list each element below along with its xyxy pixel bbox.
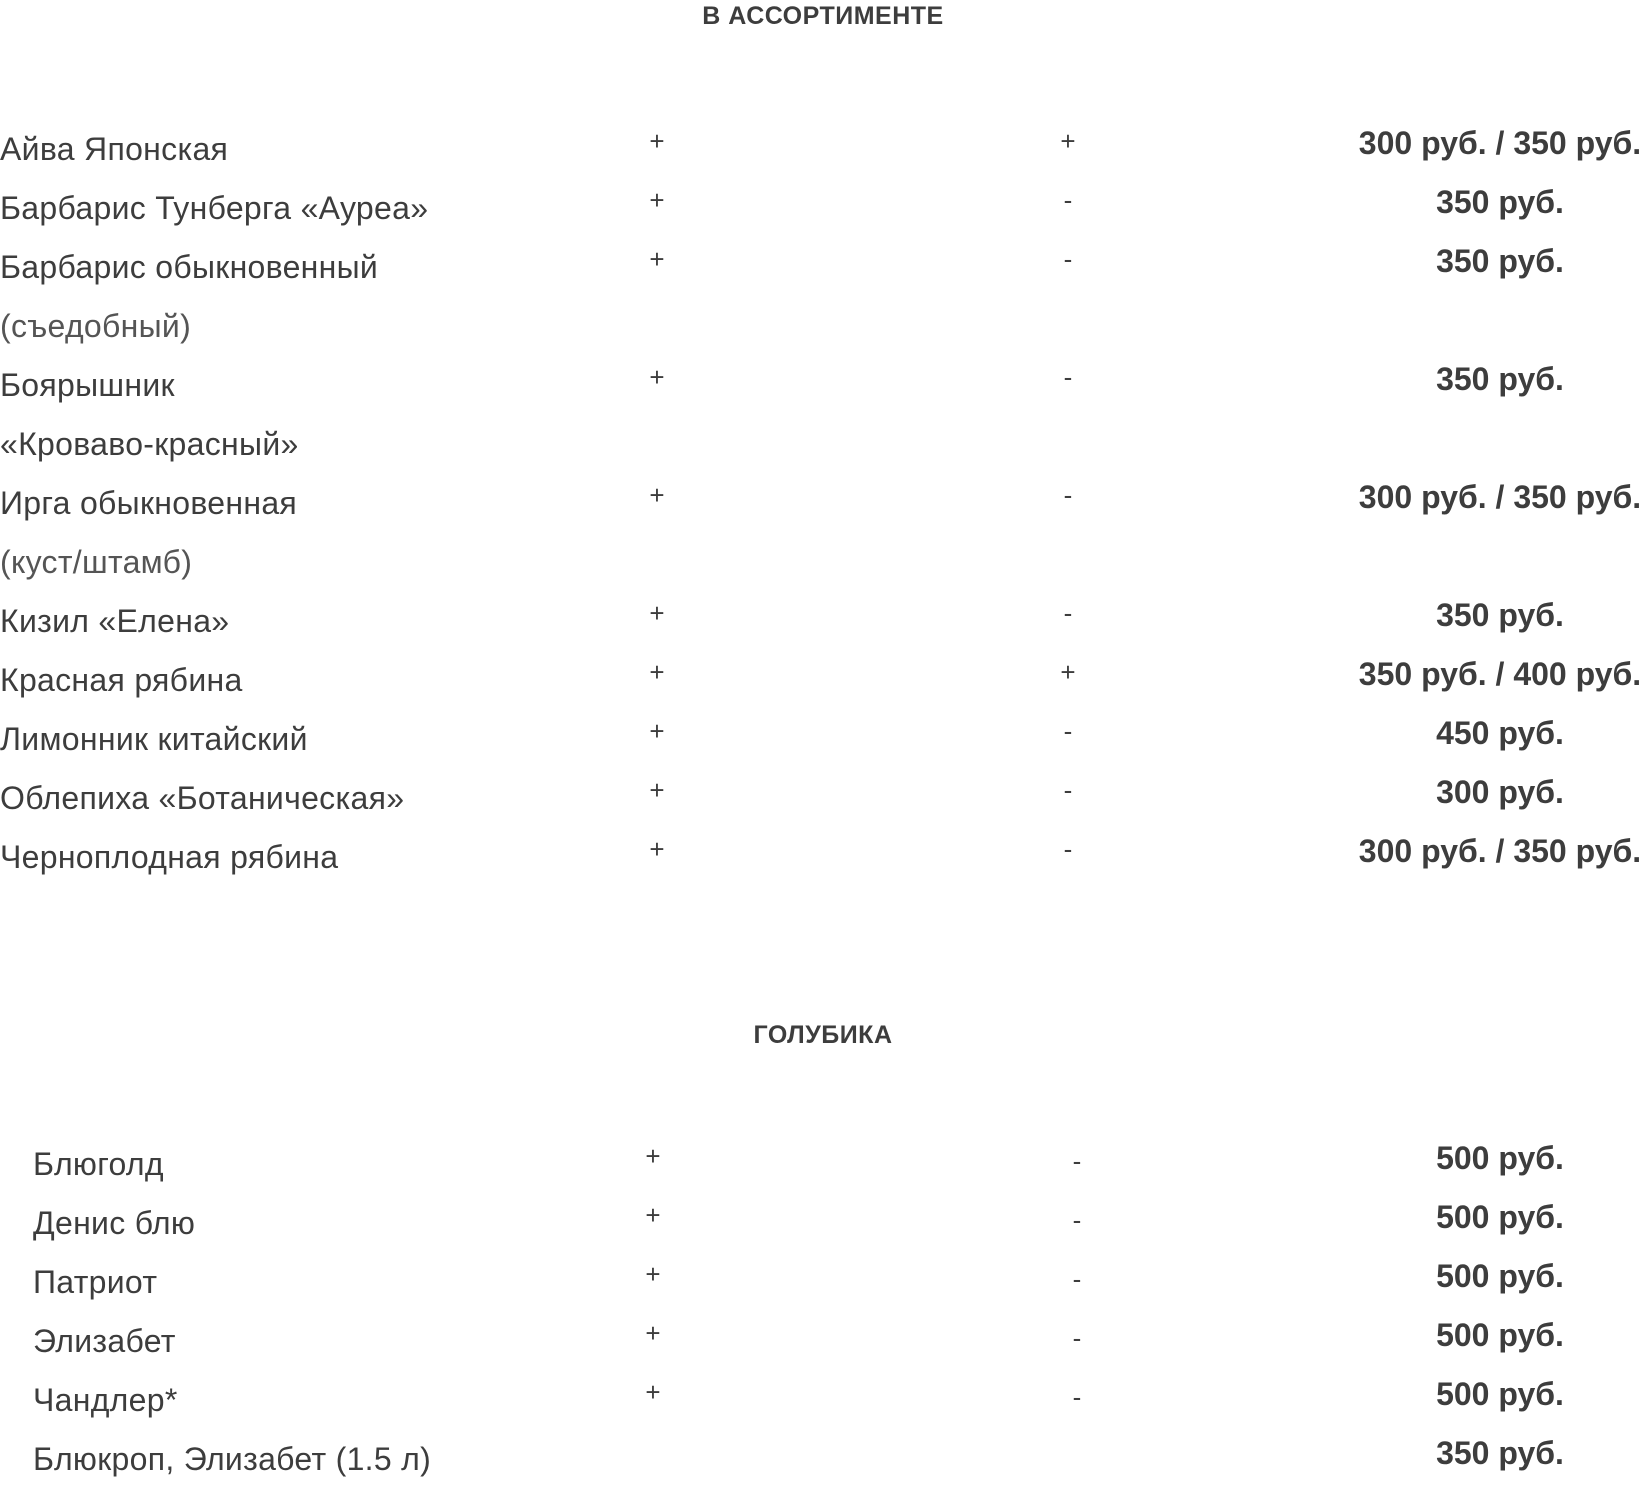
availability-mark-1: + [649, 834, 665, 864]
product-name: Элизабет [33, 1323, 176, 1359]
availability-mark-1: + [649, 480, 665, 510]
product-name-note: (куст/штамб) [0, 544, 193, 580]
availability-mark-1: + [645, 1200, 661, 1230]
availability-mark-1: + [649, 362, 665, 392]
product-name: Денис блю [33, 1205, 196, 1241]
product-price: 300 руб. [1436, 774, 1564, 810]
availability-mark-2: - [1072, 1264, 1082, 1294]
product-name: Блюкроп, Элизабет (1.5 л) [33, 1441, 432, 1477]
table-row-continuation [0, 415, 1646, 473]
table-row-continuation [0, 297, 1646, 355]
product-price: 350 руб. / 400 руб. [1358, 656, 1642, 692]
availability-mark-2: - [1063, 775, 1073, 805]
table-row [0, 356, 1646, 414]
table-row-continuation [0, 533, 1646, 591]
product-name: Лимонник китайский [0, 721, 308, 757]
availability-mark-2: - [1072, 1146, 1082, 1176]
availability-mark-1: + [649, 775, 665, 805]
availability-mark-2: - [1063, 244, 1073, 274]
table-row [0, 828, 1646, 886]
availability-mark-1: + [649, 185, 665, 215]
table-row [0, 474, 1646, 532]
product-name: Ирга обыкновенная [0, 485, 298, 521]
table-row [0, 179, 1646, 237]
product-name: Барбарис обыкновенный [0, 249, 379, 285]
table-row [0, 1371, 1646, 1429]
table-row [0, 1135, 1646, 1193]
availability-mark-1: + [649, 716, 665, 746]
availability-mark-1: + [649, 244, 665, 274]
product-price: 300 руб. / 350 руб. [1358, 125, 1642, 161]
product-name: Боярышник [0, 367, 175, 403]
availability-mark-2: - [1063, 480, 1073, 510]
availability-mark-1: + [645, 1377, 661, 1407]
product-price: 450 руб. [1436, 715, 1564, 751]
availability-mark-1: + [649, 657, 665, 687]
product-price: 350 руб. [1436, 243, 1564, 279]
section-title-assortment: В АССОРТИМЕНТЕ [702, 2, 944, 30]
availability-mark-2: - [1063, 362, 1073, 392]
product-name: Блюголд [33, 1146, 164, 1182]
product-name: Айва Японская [0, 131, 229, 167]
product-price: 300 руб. / 350 руб. [1358, 479, 1642, 515]
product-name: Красная рябина [0, 662, 243, 698]
table-row [0, 1253, 1646, 1311]
section-title-blueberry: ГОЛУБИКА [753, 1021, 893, 1049]
availability-mark-2: - [1063, 716, 1073, 746]
availability-mark-2: - [1072, 1205, 1082, 1235]
product-name: Кизил «Елена» [0, 603, 230, 639]
product-name: Чандлер* [33, 1382, 178, 1418]
table-row [0, 238, 1646, 296]
product-name: Облепиха «Ботаническая» [0, 780, 405, 816]
product-name-note: (съедобный) [0, 308, 192, 344]
product-price: 500 руб. [1436, 1199, 1564, 1235]
product-price: 500 руб. [1436, 1317, 1564, 1353]
product-price: 350 руб. [1436, 184, 1564, 220]
table-row [0, 1194, 1646, 1252]
product-price: 500 руб. [1436, 1140, 1564, 1176]
availability-mark-1: + [645, 1259, 661, 1289]
product-name-note: «Кроваво-красный» [0, 426, 299, 462]
availability-mark-1: + [645, 1318, 661, 1348]
availability-mark-2: + [1060, 657, 1076, 687]
product-name: Патриот [33, 1264, 158, 1300]
product-name: Черноплодная рябина [0, 839, 339, 875]
availability-mark-1: + [645, 1141, 661, 1171]
product-price: 350 руб. [1436, 1435, 1564, 1471]
availability-mark-2: - [1063, 185, 1073, 215]
product-price: 350 руб. [1436, 361, 1564, 397]
availability-mark-2: - [1063, 598, 1073, 628]
table-row [0, 120, 1646, 178]
availability-mark-2: + [1060, 126, 1076, 156]
product-price: 350 руб. [1436, 597, 1564, 633]
table-row [0, 769, 1646, 827]
product-price: 500 руб. [1436, 1258, 1564, 1294]
table-row [0, 710, 1646, 768]
table-row [0, 651, 1646, 709]
product-price: 500 руб. [1436, 1376, 1564, 1412]
table-row [0, 1430, 1646, 1488]
availability-mark-2: - [1072, 1323, 1082, 1353]
availability-mark-2: - [1063, 834, 1073, 864]
availability-mark-2: - [1072, 1382, 1082, 1412]
product-price: 300 руб. / 350 руб. [1358, 833, 1642, 869]
product-name: Барбарис Тунберга «Ауреа» [0, 190, 429, 226]
table-row [0, 592, 1646, 650]
availability-mark-1: + [649, 126, 665, 156]
availability-mark-1: + [649, 598, 665, 628]
table-row [0, 1312, 1646, 1370]
